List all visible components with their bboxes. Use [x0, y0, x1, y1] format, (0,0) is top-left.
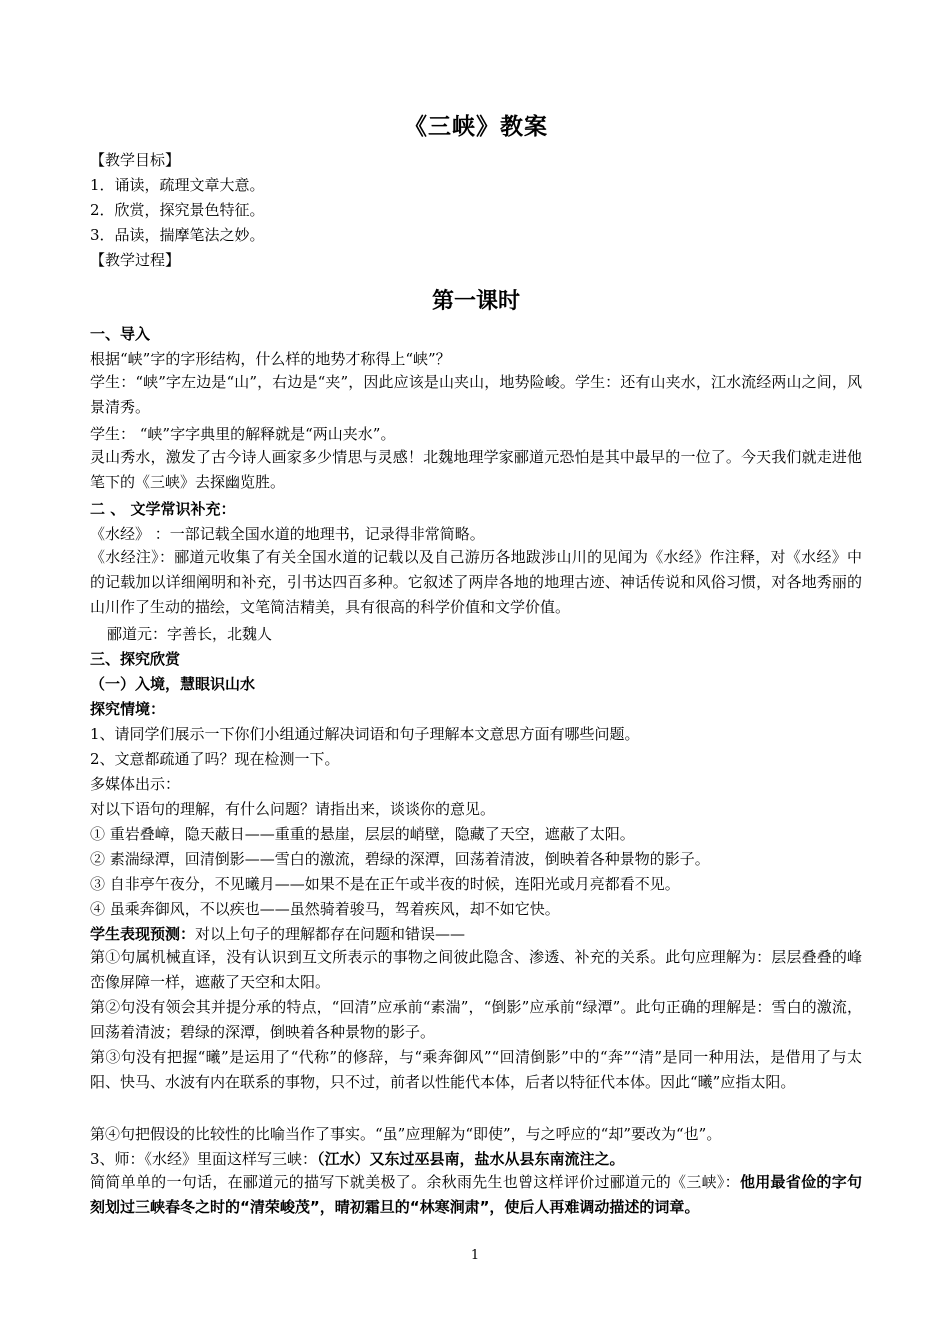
- paragraph: 2、文意都疏通了吗？现在检测一下。: [90, 750, 340, 768]
- list-item: ④ 虽乘奔御风，不以疾也——虽然骑着骏马，驾着疾风，却不如它快。: [90, 900, 560, 918]
- paragraph: 第②句没有领会其并提分承的特点，“回清”应承前“素湍”，“倒影”应承前“绿潭”。此句正确的理解是：雪白的激流，回荡着清波；碧绿的深潭，倒映着各种景物的影子。: [90, 998, 862, 1041]
- section-heading: 二 、 文学常识补充：: [90, 500, 236, 518]
- paragraph: [90, 924, 862, 944]
- quote-bold: （江水）又东过巫县南，盐水从县东南流注之。: [317, 1150, 625, 1168]
- paragraph: 学生： “峡”字字典里的解释就是“两山夹水”。: [90, 425, 396, 443]
- paragraph: 学生：“峡”字左边是“山”，右边是“夹”，因此应该是山夹山，地势险峻。学生：还有山夹水，江水流经两山之间，风景清秀。: [90, 373, 862, 416]
- paragraph: 第③句没有把握“曦”是运用了“代称”的修辞，与“乘奔御风”“回清倒影”中的“奔”“清”是同一种用法，是借用了与太阳、快马、水波有内在联系的事物，只不过，前者以性能代本体，后者以特征代本体。因此“曦”应指太阳。: [90, 1048, 862, 1091]
- paragraph: 根据“峡”字的字形结构，什么样的地势才称得上“峡”？: [90, 350, 451, 368]
- paragraph: 对以下语句的理解，有什么问题？请指出来，谈谈你的意见。: [90, 800, 496, 818]
- paragraph: 第①句属机械直译，没有认识到互文所表示的事物之间彼此隐含、渗透、补充的关系。此句应理解为：层层叠叠的峰峦像屏障一样，遮蔽了天空和太阳。: [90, 948, 862, 991]
- paragraph: 第④句把假设的比较性的比喻当作了事实。“虽”应理解为“即使”，与之呼应的“却”要改为“也”。: [90, 1125, 722, 1143]
- paragraph: [90, 1149, 862, 1169]
- predict-text: 对以上句子的理解都存在问题和错误——: [195, 925, 466, 943]
- quote-bold: 他用最省俭的字句刻划过三峡春冬之时的“清荣峻茂”，晴初霜旦的“林寒涧肃”，使后人再难调动描述的词章。: [90, 1173, 862, 1216]
- goals-header: 【教学目标】: [90, 151, 181, 169]
- paragraph: 多媒体出示：: [90, 775, 181, 793]
- goal-item: 1．诵读，疏理文章大意。: [90, 176, 265, 194]
- document-title: 《三峡》教案: [404, 114, 548, 140]
- page-number: 1: [470, 1248, 480, 1263]
- subsection-heading: （一）入境，慧眼识山水: [90, 675, 256, 693]
- list-item: ③ 自非亭午夜分，不见曦月——如果不是在正午或半夜的时候，连阳光或月亮都看不见。: [90, 875, 680, 893]
- list-item: ① 重岩叠嶂，隐天蔽日——重重的悬崖，层层的峭壁，隐藏了天空，遮蔽了太阳。: [90, 825, 635, 843]
- section-heading: 三、探究欣赏: [90, 650, 181, 668]
- paragraph: 1、请同学们展示一下你们小组通过解决词语和句子理解本文意思方面有哪些问题。: [90, 725, 640, 743]
- paragraph-text: 简简单单的一句话，在郦道元的描写下就美极了。余秋雨先生也曾这样评价过郦道元的《三峡》：: [90, 1173, 740, 1191]
- paragraph: [90, 1170, 862, 1220]
- paragraph: 郦道元：字善长，北魏人: [107, 625, 273, 643]
- teacher-prefix: 3、师：《水经》里面这样写三峡：: [90, 1150, 318, 1168]
- list-item: ② 素湍绿潭，回清倒影——雪白的激流，碧绿的深潭，回荡着清波，倒映着各种景物的影子。: [90, 850, 710, 868]
- predict-label: 学生表现预测：: [90, 925, 196, 943]
- paragraph: 《水经注》：郦道元收集了有关全国水道的记载以及自己游历各地跋涉山川的见闻为《水经》作注释，对《水经》中的记载加以详细阐明和补充，引书达四百多种。它叙述了两岸各地的地理古迹、神话传说和风俗习惯，对各地秀丽的山川作了生动的描绘，文笔简洁精美，具有很高的科学价值和文学价值。: [90, 548, 862, 616]
- lesson-title: 第一课时: [431, 289, 520, 314]
- goal-item: 2．欣赏，探究景色特征。: [90, 201, 265, 219]
- paragraph: 《水经》 ：一部记载全国水道的地理书，记录得非常简略。: [90, 525, 485, 543]
- scene-label: 探究情境：: [90, 700, 166, 718]
- goal-item: 3．品读，揣摩笔法之妙。: [90, 226, 265, 244]
- process-header: 【教学过程】: [90, 251, 181, 269]
- paragraph: 灵山秀水，激发了古今诗人画家多少情思与灵感！北魏地理学家郦道元恐怕是其中最早的一位了。今天我们就走进他笔下的《三峡》去探幽览胜。: [90, 448, 862, 491]
- section-heading: 一、导入: [90, 325, 151, 343]
